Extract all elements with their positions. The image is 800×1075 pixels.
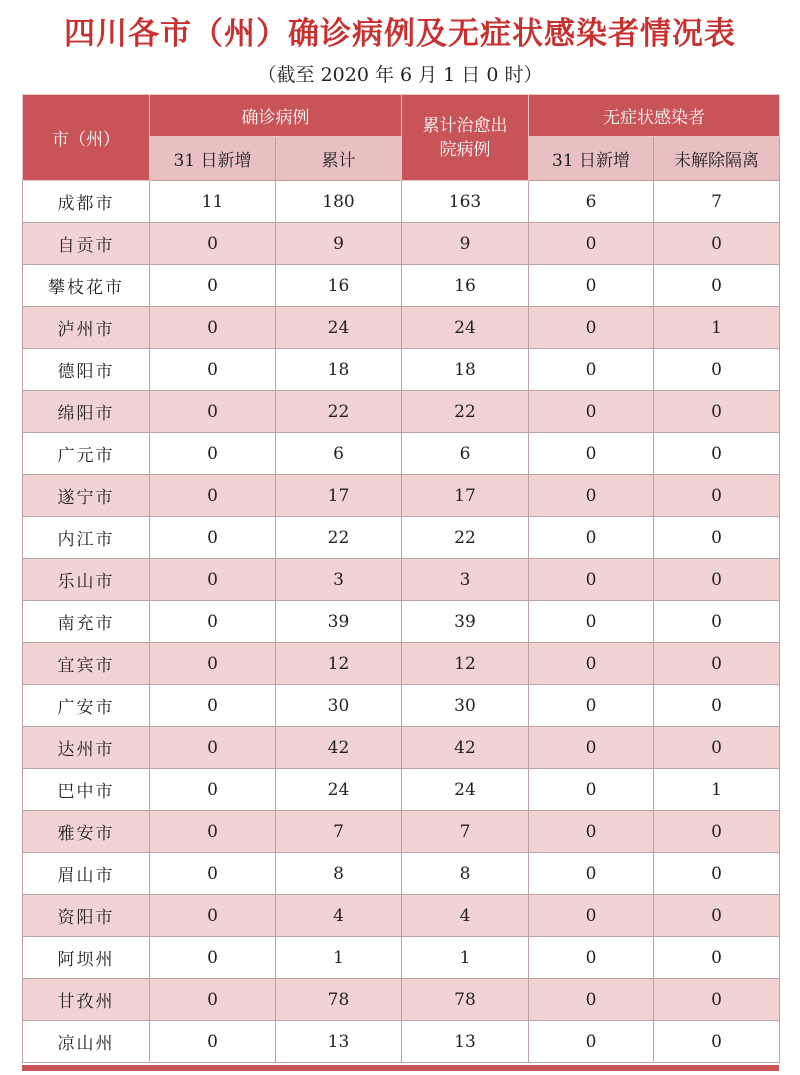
cell-recovered: 39 xyxy=(402,601,529,643)
cell-city: 巴中市 xyxy=(23,769,150,811)
cell-confirmed-total: 8 xyxy=(276,853,402,895)
cell-city: 泸州市 xyxy=(23,307,150,349)
cell-recovered: 4 xyxy=(402,895,529,937)
cell-confirmed-total: 4 xyxy=(276,895,402,937)
cell-confirmed-total: 78 xyxy=(276,979,402,1021)
cell-city: 乐山市 xyxy=(23,559,150,601)
cell-recovered: 30 xyxy=(402,685,529,727)
table-row xyxy=(23,895,780,937)
table-row xyxy=(23,937,780,979)
cell-recovered: 7 xyxy=(402,811,529,853)
table-row xyxy=(23,475,780,517)
header-city: 市（州） xyxy=(23,95,150,181)
table-row xyxy=(23,685,780,727)
cell-asym-new: 0 xyxy=(529,1021,654,1063)
page-subtitle: （截至 2020 年 6 月 1 日 0 时） xyxy=(257,64,543,86)
cell-city: 德阳市 xyxy=(23,349,150,391)
cell-confirmed-new: 0 xyxy=(150,475,276,517)
cell-confirmed-new: 0 xyxy=(150,265,276,307)
cell-confirmed-total: 39 xyxy=(276,601,402,643)
cell-asym-isolated: 0 xyxy=(654,1021,780,1063)
cell-asym-new: 6 xyxy=(529,181,654,223)
cell-recovered: 42 xyxy=(402,727,529,769)
cell-asym-new: 0 xyxy=(529,517,654,559)
cell-city: 宜宾市 xyxy=(23,643,150,685)
cell-city: 内江市 xyxy=(23,517,150,559)
cell-asym-isolated: 0 xyxy=(654,853,780,895)
cell-recovered: 8 xyxy=(402,853,529,895)
table-row xyxy=(23,559,780,601)
cell-recovered: 163 xyxy=(402,181,529,223)
cell-recovered: 12 xyxy=(402,643,529,685)
cell-confirmed-total: 30 xyxy=(276,685,402,727)
table-row xyxy=(23,265,780,307)
cell-asym-isolated: 0 xyxy=(654,979,780,1021)
cell-recovered: 78 xyxy=(402,979,529,1021)
cell-asym-new: 0 xyxy=(529,601,654,643)
cell-city: 凉山州 xyxy=(23,1021,150,1063)
table-row xyxy=(23,433,780,475)
cell-recovered: 22 xyxy=(402,391,529,433)
cell-confirmed-new: 0 xyxy=(150,1021,276,1063)
cell-confirmed-total: 22 xyxy=(276,391,402,433)
cell-confirmed-total: 3 xyxy=(276,559,402,601)
table-row xyxy=(23,727,780,769)
cell-confirmed-total: 13 xyxy=(276,1021,402,1063)
cell-confirmed-new: 0 xyxy=(150,349,276,391)
cell-confirmed-new: 0 xyxy=(150,643,276,685)
cell-city: 雅安市 xyxy=(23,811,150,853)
cell-confirmed-new: 0 xyxy=(150,307,276,349)
cell-asym-new: 0 xyxy=(529,433,654,475)
cell-city: 眉山市 xyxy=(23,853,150,895)
cell-asym-isolated: 7 xyxy=(654,181,780,223)
cell-asym-isolated: 0 xyxy=(654,265,780,307)
cell-asym-new: 0 xyxy=(529,937,654,979)
cell-confirmed-new: 0 xyxy=(150,769,276,811)
cell-city: 阿坝州 xyxy=(23,937,150,979)
cell-confirmed-total: 6 xyxy=(276,433,402,475)
cell-city: 绵阳市 xyxy=(23,391,150,433)
cell-recovered: 24 xyxy=(402,307,529,349)
cell-asym-new: 0 xyxy=(529,895,654,937)
cell-city: 自贡市 xyxy=(23,223,150,265)
cell-city: 遂宁市 xyxy=(23,475,150,517)
header-confirmed-new: 31 日新增 xyxy=(150,137,276,181)
cell-asym-new: 0 xyxy=(529,265,654,307)
cell-confirmed-new: 0 xyxy=(150,727,276,769)
table-row xyxy=(23,181,780,223)
cell-city: 广安市 xyxy=(23,685,150,727)
cell-asym-new: 0 xyxy=(529,559,654,601)
cell-recovered: 3 xyxy=(402,559,529,601)
cell-asym-new: 0 xyxy=(529,727,654,769)
header-asym-new: 31 日新增 xyxy=(529,137,654,181)
cell-confirmed-new: 0 xyxy=(150,811,276,853)
cell-asym-isolated: 0 xyxy=(654,349,780,391)
cell-asym-isolated: 0 xyxy=(654,517,780,559)
cell-asym-isolated: 0 xyxy=(654,685,780,727)
cell-city: 资阳市 xyxy=(23,895,150,937)
cell-confirmed-new: 0 xyxy=(150,685,276,727)
cell-confirmed-total: 16 xyxy=(276,265,402,307)
cell-confirmed-new: 0 xyxy=(150,979,276,1021)
header-asymptomatic: 无症状感染者 xyxy=(529,95,780,137)
cell-confirmed-total: 9 xyxy=(276,223,402,265)
cell-asym-isolated: 0 xyxy=(654,727,780,769)
cell-recovered: 17 xyxy=(402,475,529,517)
header-confirmed-total: 累计 xyxy=(276,137,402,181)
page-title: 四川各市（州）确诊病例及无症状感染者情况表 xyxy=(64,16,736,52)
table-row xyxy=(23,1021,780,1063)
cell-city: 攀枝花市 xyxy=(23,265,150,307)
cell-recovered: 6 xyxy=(402,433,529,475)
cell-confirmed-total: 24 xyxy=(276,307,402,349)
cell-confirmed-total: 17 xyxy=(276,475,402,517)
cell-confirmed-new: 0 xyxy=(150,433,276,475)
cell-recovered: 13 xyxy=(402,1021,529,1063)
cell-asym-isolated: 0 xyxy=(654,937,780,979)
header-asym-isolated: 未解除隔离 xyxy=(654,137,780,181)
table-bottom-border xyxy=(22,1065,779,1071)
cell-asym-isolated: 0 xyxy=(654,475,780,517)
table-row xyxy=(23,223,780,265)
cell-confirmed-new: 0 xyxy=(150,895,276,937)
cell-asym-isolated: 0 xyxy=(654,811,780,853)
table-row xyxy=(23,811,780,853)
cell-confirmed-new: 0 xyxy=(150,223,276,265)
cell-confirmed-total: 12 xyxy=(276,643,402,685)
table-row xyxy=(23,853,780,895)
cell-confirmed-new: 0 xyxy=(150,853,276,895)
cell-asym-new: 0 xyxy=(529,223,654,265)
cell-asym-new: 0 xyxy=(529,643,654,685)
cell-confirmed-new: 0 xyxy=(150,391,276,433)
cell-confirmed-new: 0 xyxy=(150,937,276,979)
cell-asym-new: 0 xyxy=(529,349,654,391)
cell-asym-isolated: 0 xyxy=(654,559,780,601)
cell-asym-isolated: 1 xyxy=(654,769,780,811)
header-confirmed: 确诊病例 xyxy=(150,95,402,137)
cell-confirmed-new: 11 xyxy=(150,181,276,223)
cell-asym-isolated: 0 xyxy=(654,643,780,685)
cell-confirmed-total: 1 xyxy=(276,937,402,979)
cell-confirmed-new: 0 xyxy=(150,601,276,643)
cell-recovered: 1 xyxy=(402,937,529,979)
cell-confirmed-total: 42 xyxy=(276,727,402,769)
cell-recovered: 18 xyxy=(402,349,529,391)
cell-city: 甘孜州 xyxy=(23,979,150,1021)
cell-confirmed-total: 22 xyxy=(276,517,402,559)
cell-asym-isolated: 0 xyxy=(654,601,780,643)
cell-city: 南充市 xyxy=(23,601,150,643)
cell-asym-new: 0 xyxy=(529,853,654,895)
table-row xyxy=(23,391,780,433)
cell-asym-new: 0 xyxy=(529,979,654,1021)
cell-asym-isolated: 0 xyxy=(654,433,780,475)
cell-recovered: 24 xyxy=(402,769,529,811)
cell-confirmed-total: 180 xyxy=(276,181,402,223)
table-row xyxy=(23,349,780,391)
table-row xyxy=(23,517,780,559)
cell-asym-new: 0 xyxy=(529,811,654,853)
table-body xyxy=(23,181,780,1063)
cell-city: 广元市 xyxy=(23,433,150,475)
table-row xyxy=(23,601,780,643)
cell-city: 达州市 xyxy=(23,727,150,769)
cell-asym-isolated: 0 xyxy=(654,391,780,433)
cell-confirmed-total: 18 xyxy=(276,349,402,391)
city-cases-table xyxy=(22,94,780,1063)
cell-recovered: 22 xyxy=(402,517,529,559)
header-recovered-label: 累计治愈出院病例 xyxy=(422,115,508,160)
cell-confirmed-total: 7 xyxy=(276,811,402,853)
table-row xyxy=(23,979,780,1021)
cell-confirmed-total: 24 xyxy=(276,769,402,811)
cell-recovered: 16 xyxy=(402,265,529,307)
cell-asym-isolated: 0 xyxy=(654,223,780,265)
cell-asym-new: 0 xyxy=(529,475,654,517)
cell-asym-isolated: 1 xyxy=(654,307,780,349)
cell-asym-new: 0 xyxy=(529,769,654,811)
cell-asym-new: 0 xyxy=(529,685,654,727)
cell-confirmed-new: 0 xyxy=(150,559,276,601)
table-row xyxy=(23,307,780,349)
header-recovered xyxy=(402,95,529,181)
cell-asym-isolated: 0 xyxy=(654,895,780,937)
table-row xyxy=(23,643,780,685)
cell-asym-new: 0 xyxy=(529,307,654,349)
cell-asym-new: 0 xyxy=(529,391,654,433)
cell-confirmed-new: 0 xyxy=(150,517,276,559)
table-row xyxy=(23,769,780,811)
cell-city: 成都市 xyxy=(23,181,150,223)
cell-recovered: 9 xyxy=(402,223,529,265)
